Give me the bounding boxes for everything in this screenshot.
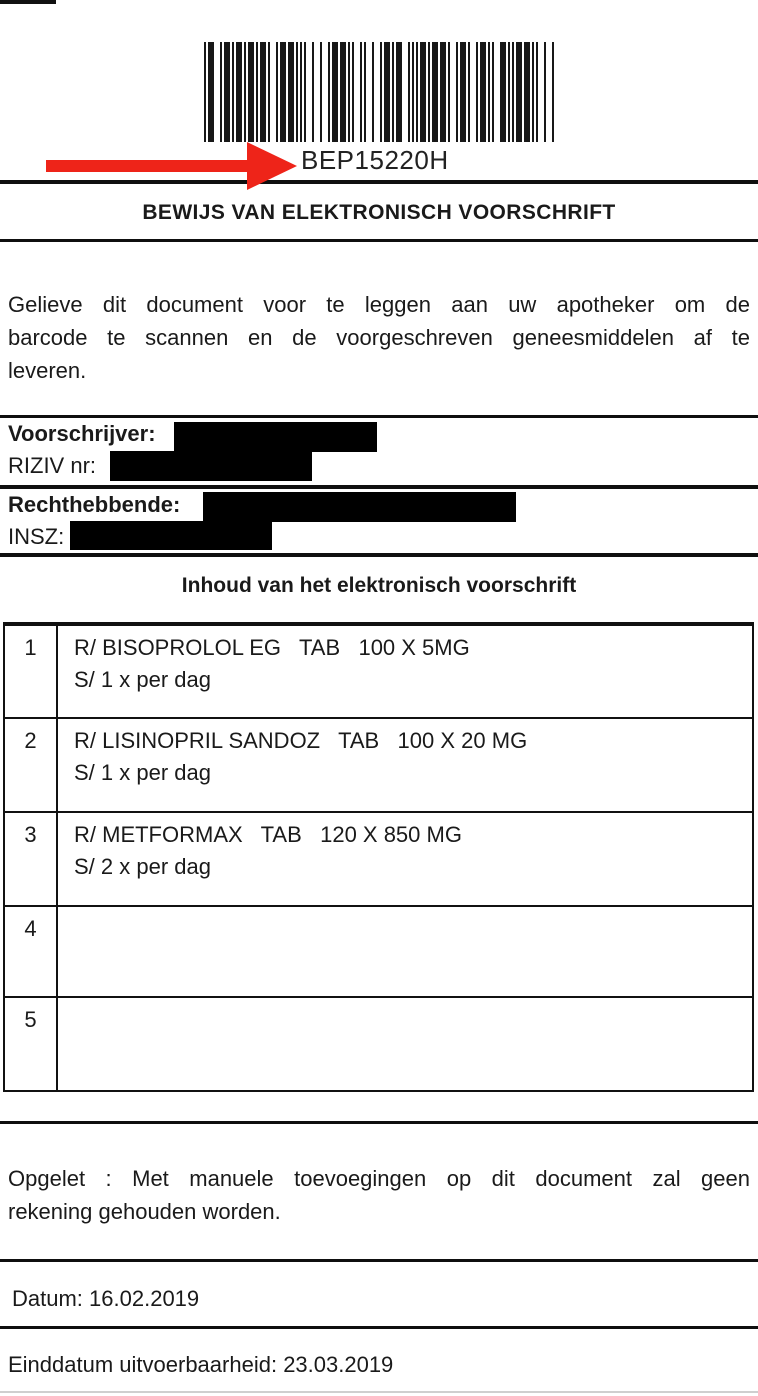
end-date-row <box>8 1350 393 1380</box>
divider <box>0 1259 758 1262</box>
intro-line: leveren. <box>8 358 87 383</box>
redacted-riziv-number <box>110 451 312 481</box>
prescriber-label: Voorschrijver: <box>8 421 156 446</box>
row-content <box>58 813 752 905</box>
divider <box>0 1121 758 1124</box>
redacted-patient-name <box>203 492 516 522</box>
red-arrow-shaft <box>46 160 248 172</box>
dosage-line: S/ 1 x per dag <box>74 667 211 692</box>
warning-line: rekening gehouden worden. <box>8 1199 281 1224</box>
insz-label: INSZ: <box>8 524 65 549</box>
scan-bottom-edge <box>0 1391 758 1393</box>
medication-line: R/ LISINOPRIL SANDOZ TAB 100 X 20 MG <box>74 728 528 753</box>
intro-line: Gelieve dit document voor te leggen aan uw apotheker om de <box>8 292 750 317</box>
contents-heading: Inhoud van het elektronisch voorschrift <box>181 574 577 597</box>
intro-paragraph <box>8 288 750 387</box>
row-number: 1 <box>5 626 58 717</box>
barcode <box>204 42 556 142</box>
row-content <box>58 907 752 996</box>
row-number: 3 <box>5 813 58 905</box>
row-content <box>58 626 752 717</box>
table-row <box>5 905 752 996</box>
end-date-label: Einddatum uitvoerbaarheid: <box>8 1352 278 1377</box>
row-number: 4 <box>5 907 58 996</box>
date-row <box>12 1284 199 1314</box>
intro-line: barcode te scannen en de voorgeschreven geneesmiddelen af te <box>8 325 750 350</box>
end-date-value: 23.03.2019 <box>283 1352 394 1377</box>
divider <box>0 239 758 242</box>
date-value: 16.02.2019 <box>89 1286 200 1311</box>
scan-edge-mark <box>0 0 56 4</box>
dosage-line: S/ 2 x per dag <box>74 854 211 879</box>
barcode-value: BEP15220H <box>301 145 449 175</box>
table-row <box>5 717 752 811</box>
divider <box>0 180 758 184</box>
patient-label: Rechthebbende: <box>8 492 181 517</box>
redacted-insz-number <box>70 521 272 550</box>
dosage-line: S/ 1 x per dag <box>74 760 211 785</box>
red-arrow-head-icon <box>247 142 297 190</box>
row-number: 2 <box>5 719 58 811</box>
redacted-prescriber-name <box>174 422 377 452</box>
table-row <box>5 811 752 905</box>
row-content <box>58 998 752 1090</box>
warning-line: Opgelet : Met manuele toevoegingen op dit document zal geen <box>8 1166 750 1191</box>
page-title: BEWIJS VAN ELEKTRONISCH VOORSCHRIFT <box>142 201 616 224</box>
date-label: Datum: <box>12 1286 83 1311</box>
row-content <box>58 719 752 811</box>
riziv-label: RIZIV nr: <box>8 453 97 478</box>
patient-section <box>0 489 758 553</box>
table-row <box>5 996 752 1090</box>
row-number: 5 <box>5 998 58 1090</box>
prescriber-section <box>0 418 758 485</box>
prescription-table <box>3 622 754 1092</box>
warning-paragraph <box>8 1162 750 1228</box>
divider <box>0 553 758 557</box>
table-row <box>5 626 752 717</box>
medication-line: R/ BISOPROLOL EG TAB 100 X 5MG <box>74 635 470 660</box>
medication-line: R/ METFORMAX TAB 120 X 850 MG <box>74 822 462 847</box>
divider <box>0 1326 758 1329</box>
